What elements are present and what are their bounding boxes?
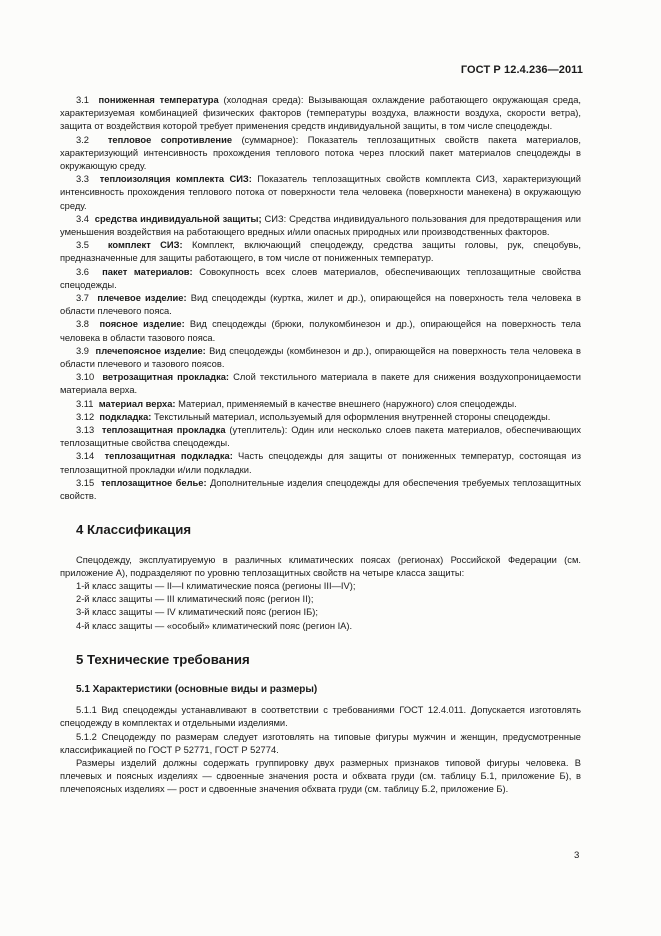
page-number: 3 — [574, 850, 580, 861]
term-name: тепловое сопротивление — [107, 134, 233, 145]
term-item — [60, 424, 581, 450]
term-definition: (утеплитель): Один или несколько слоев пакета материалов, обеспечивающих теплозащитные свойства спецодежды. — [60, 425, 581, 449]
term-item — [60, 239, 581, 265]
term-number: 3.3 — [76, 174, 89, 185]
protection-class-item: 4-й класс защиты — «особый» климатический пояс (регион IA). — [76, 620, 353, 631]
term-definition: Материал, применяемый в качестве внешнего (наружного) слоя спецодежды. — [175, 398, 517, 409]
protection-class-item: 2-й класс защиты — III климатический пояс (регион II); — [76, 594, 314, 605]
term-name: материал верха: — [98, 398, 176, 409]
term-name: плечепоясное изделие: — [95, 345, 206, 356]
term-number: 3.11 — [76, 398, 94, 409]
term-number: 3.8 — [76, 319, 89, 330]
protection-class-item: 3-й класс защиты — IV климатический пояс (регион IБ); — [76, 607, 318, 618]
paragraph: 5.1.1 Вид спецодежды устанавливают в соответствии с требованиями ГОСТ 12.4.011. Допускается изготовлять спецодежду в комплектах и отдельными изделиями. — [60, 705, 581, 729]
term-name: поясное изделие: — [99, 319, 185, 330]
term-definition: Вид спецодежды (куртка, жилет и др.), опирающейся на поверхность тела человека в области плечевого пояса. — [60, 293, 581, 317]
section-5-heading: 5 Технические требования — [76, 651, 250, 667]
term-definition: (холодная среда): Вызывающая охлаждение работающего окружающая среда, характеризуемая комбинацией физических факторов (температуры воздуха, влажности воздуха, скорости ветра), защита от воздействия которой требует применения средств индивидуальной защиты, в том числе спецодежды. — [60, 95, 582, 132]
term-item — [60, 318, 581, 344]
section-4-intro: Спецодежду, эксплуатируемую в различных климатических поясах (регионах) Российской Федерации (см. приложение А), подразделяют по уровню теплозащитных свойств на четыре класса защиты: — [60, 554, 581, 578]
term-number: 3.4 — [76, 213, 89, 224]
term-name: теплозащитная прокладка — [101, 425, 226, 436]
term-definition: Часть спецодежды для защиты от пониженных температур, состоящая из теплозащитной прокладки и/или подкладки. — [60, 451, 581, 475]
term-name: плечевое изделие: — [97, 293, 187, 304]
term-definition: Показатель теплозащитных свойств комплекта СИЗ, характеризующий интенсивность прохождения теплового потока от поверхности тела человека (поверхности манекена) в окружающую среду. — [60, 174, 581, 211]
protection-classes-list — [60, 580, 581, 633]
term-number: 3.5 — [76, 240, 89, 251]
term-number: 3.12 — [76, 411, 95, 422]
term-item — [60, 411, 581, 424]
term-number: 3.15 — [76, 477, 95, 488]
section-4-heading: 4 Классификация — [76, 522, 192, 538]
term-item — [60, 266, 581, 292]
term-definition: СИЗ: Средства индивидуального пользования для предотвращения или уменьшения воздействия на работающего вредных и/или опасных природных или производственных факторов. — [60, 213, 581, 238]
term-definition: Текстильный материал, используемый для оформления внутренней стороны спецодежды. — [151, 411, 551, 422]
term-item — [60, 173, 581, 213]
term-name: пакет материалов: — [102, 266, 193, 277]
term-number: 3.13 — [76, 425, 95, 436]
term-item — [60, 450, 581, 476]
term-definition: Дополнительные изделия спецодежды для обеспечения требуемых теплозащитных свойств. — [60, 477, 581, 502]
term-definition: Совокупность всех слоев материалов, обеспечивающих теплозащитные свойства спецодежды. — [60, 266, 581, 290]
term-name: подкладка: — [99, 411, 152, 422]
term-name: комплект СИЗ: — [107, 240, 183, 251]
term-number: 3.2 — [76, 134, 89, 145]
term-name: теплозащитная подкладка: — [104, 451, 233, 462]
term-definition: Комплект, включающий спецодежду, средства защиты головы, рук, спецобувь, предназначенные для защиты работающего, в том числе от пониженных температур. — [60, 240, 581, 264]
term-name: средства индивидуальной защиты; — [94, 213, 262, 224]
term-name: пониженная температура — [98, 95, 219, 105]
term-number: 3.9 — [76, 345, 89, 356]
term-item — [60, 477, 581, 503]
document-body — [60, 94, 581, 797]
document-header: ГОСТ Р 12.4.236—2011 — [460, 64, 583, 76]
term-definition: (суммарное): Показатель теплозащитных свойств пакета материалов, характеризующий интенсивность прохождения теплового потока через плоский пакет материалов спецодежды в окружающую среду. — [60, 134, 581, 172]
term-item — [60, 213, 581, 239]
term-item — [60, 371, 581, 397]
protection-class-item: 1-й класс защиты — II—I климатические пояса (регионы III—IV); — [76, 580, 356, 591]
term-number: 3.14 — [76, 451, 95, 462]
term-number: 3.6 — [76, 266, 89, 277]
term-item — [60, 345, 581, 371]
paragraph: 5.1.2 Спецодежду по размерам следует изготовлять на типовые фигуры мужчин и женщин, предусмотренные классификацией по ГОСТ Р 52771, ГОСТ Р 52774. — [60, 731, 581, 755]
term-item — [60, 94, 581, 134]
term-number: 3.7 — [76, 293, 89, 304]
term-name: теплоизоляция комплекта СИЗ: — [99, 174, 252, 185]
term-item — [60, 292, 581, 318]
term-number: 3.10 — [76, 372, 95, 383]
subsection-5-1-heading: 5.1 Характеристики (основные виды и размеры) — [76, 683, 318, 695]
term-definition: Слой текстильного материала в пакете для снижения воздухопроницаемости материала верха. — [60, 372, 581, 396]
term-name: ветрозащитная прокладка: — [102, 372, 230, 383]
term-name: теплозащитное белье: — [100, 477, 207, 488]
term-definition: Вид спецодежды (брюки, полукомбинезон и др.), опирающейся на поверхность тела человека в области тазового пояса. — [60, 319, 581, 343]
term-number: 3.1 — [76, 95, 89, 105]
paragraph: Размеры изделий должны содержать группировку двух размерных признаков типовой фигуры человека. В плечевых и поясных изделиях — сдвоенные значения роста и обхвата груди (см. таблицу Б.1, приложение Б), в плечепоясных изделиях — рост и сдвоенные значения обхвата груди (см. таблицу Б.2, приложение Б). — [60, 757, 581, 795]
term-item — [60, 398, 581, 411]
terms-list — [60, 94, 581, 503]
term-definition: Вид спецодежды (комбинезон и др.), опирающейся на поверхность тела человека в области плечевого и тазового поясов. — [60, 345, 581, 370]
term-item — [60, 134, 581, 174]
